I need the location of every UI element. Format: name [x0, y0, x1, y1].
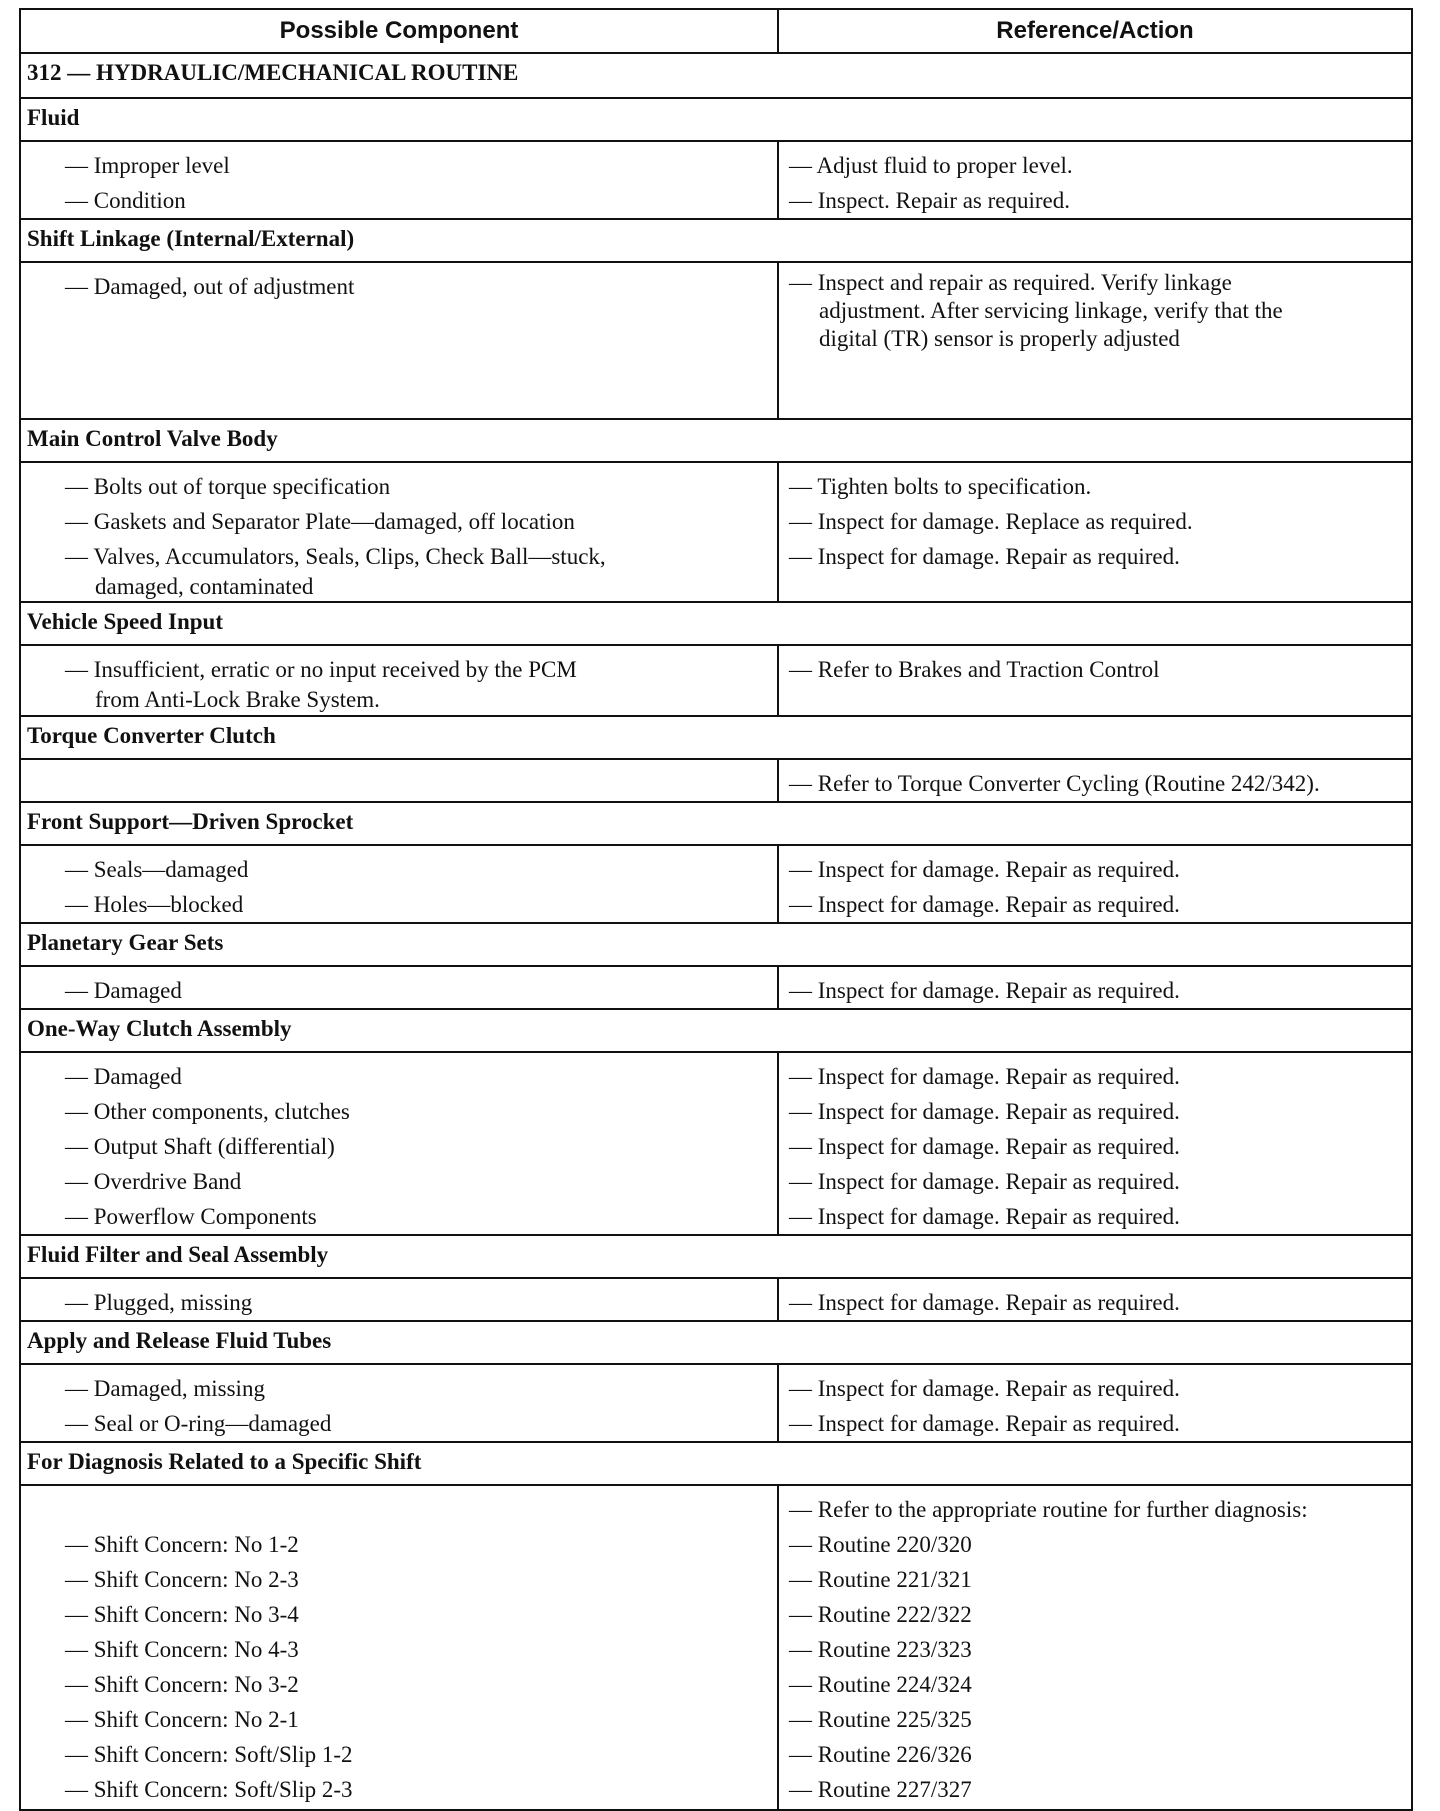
section-content-row [20, 1485, 1412, 1810]
action-item: — Inspect for damage. Repair as required. [789, 892, 1180, 917]
action-cell [778, 1052, 1412, 1235]
section-header-row [20, 716, 1412, 759]
action-cell [778, 759, 1412, 802]
component-item: — Shift Concern: No 3-4 [65, 1602, 299, 1627]
component-item: — Shift Concern: No 3-2 [65, 1672, 299, 1697]
component-cell [20, 462, 778, 602]
component-item: — Valves, Accumulators, Seals, Clips, Check Ball—stuck, [65, 544, 606, 569]
action-item: — Inspect for damage. Replace as required. [789, 509, 1193, 534]
section-title-main-control-valve-body: Main Control Valve Body [20, 419, 1412, 462]
action-item: digital (TR) sensor is properly adjusted [819, 326, 1180, 351]
action-item: — Routine 224/324 [789, 1672, 972, 1697]
action-item: — Routine 225/325 [789, 1707, 972, 1732]
section-header-row [20, 1235, 1412, 1278]
section-header-row [20, 1009, 1412, 1052]
component-item: — Gaskets and Separator Plate—damaged, off location [65, 509, 575, 534]
section-content-row [20, 1278, 1412, 1321]
component-cell [20, 1052, 778, 1235]
action-item: — Inspect for damage. Repair as required. [789, 1099, 1180, 1124]
routine-title: 312 — HYDRAULIC/MECHANICAL ROUTINE [20, 53, 1412, 98]
action-item: — Inspect for damage. Repair as required. [789, 1169, 1180, 1194]
component-item: damaged, contaminated [95, 574, 314, 599]
action-cell [778, 966, 1412, 1009]
action-item: — Inspect for damage. Repair as required. [789, 544, 1180, 569]
component-item: — Damaged, out of adjustment [65, 274, 355, 299]
action-item: — Inspect for damage. Repair as required. [789, 1064, 1180, 1089]
component-item: — Damaged [65, 1064, 182, 1089]
component-cell [20, 1278, 778, 1321]
action-item: — Inspect. Repair as required. [789, 188, 1071, 213]
action-item: — Inspect for damage. Repair as required. [789, 1204, 1180, 1229]
component-item: from Anti-Lock Brake System. [95, 687, 380, 712]
action-item: — Routine 223/323 [789, 1637, 972, 1662]
component-item: — Holes—blocked [65, 892, 244, 917]
diagnosis-table [19, 8, 1413, 1811]
section-content-row [20, 759, 1412, 802]
action-item: — Inspect for damage. Repair as required. [789, 1376, 1180, 1401]
section-title-planetary-gear-sets: Planetary Gear Sets [20, 923, 1412, 966]
component-cell [20, 141, 778, 219]
section-content-row [20, 462, 1412, 602]
action-item: — Routine 227/327 [789, 1777, 972, 1802]
action-item: — Routine 220/320 [789, 1532, 972, 1557]
component-item: — Shift Concern: No 2-3 [65, 1567, 299, 1592]
action-cell [778, 1278, 1412, 1321]
action-item: — Refer to the appropriate routine for further diagnosis: [789, 1497, 1308, 1522]
section-content-row [20, 966, 1412, 1009]
section-title-apply-and-release-fluid-tubes: Apply and Release Fluid Tubes [20, 1321, 1412, 1364]
action-item: — Refer to Torque Converter Cycling (Routine 242/342). [789, 771, 1320, 796]
section-title-vehicle-speed-input: Vehicle Speed Input [20, 602, 1412, 645]
component-item: — Bolts out of torque specification [65, 474, 391, 499]
section-header-row [20, 602, 1412, 645]
section-content-row [20, 845, 1412, 923]
section-header-row [20, 1442, 1412, 1485]
section-content-row [20, 262, 1412, 419]
component-cell [20, 966, 778, 1009]
section-content-row [20, 1052, 1412, 1235]
action-item: — Routine 221/321 [789, 1567, 972, 1592]
component-item [65, 1492, 777, 1527]
section-title-fluid: Fluid [20, 98, 1412, 141]
component-item: — Output Shaft (differential) [65, 1134, 335, 1159]
component-cell [20, 645, 778, 716]
component-item: — Shift Concern: Soft/Slip 1-2 [65, 1742, 353, 1767]
component-cell [20, 262, 778, 419]
section-content-row [20, 645, 1412, 716]
action-item: — Routine 222/322 [789, 1602, 972, 1627]
section-header-row [20, 923, 1412, 966]
section-header-row [20, 802, 1412, 845]
component-item: — Other components, clutches [65, 1099, 350, 1124]
section-title-one-way-clutch-assembly: One-Way Clutch Assembly [20, 1009, 1412, 1052]
section-title-torque-converter-clutch: Torque Converter Clutch [20, 716, 1412, 759]
action-item: adjustment. After servicing linkage, verify that the [819, 298, 1283, 323]
action-item: — Routine 226/326 [789, 1742, 972, 1767]
action-cell [778, 1485, 1412, 1810]
action-item: — Inspect for damage. Repair as required. [789, 1411, 1180, 1436]
action-item: — Inspect and repair as required. Verify linkage [789, 270, 1232, 295]
section-content-row [20, 1364, 1412, 1442]
action-item: — Refer to Brakes and Traction Control [789, 657, 1160, 682]
component-cell [20, 759, 778, 802]
component-item: — Damaged, missing [65, 1376, 265, 1401]
section-title-for-diagnosis-related-to-a-specific-shift: For Diagnosis Related to a Specific Shift [20, 1442, 1412, 1485]
component-item: — Shift Concern: Soft/Slip 2-3 [65, 1777, 353, 1802]
action-cell [778, 141, 1412, 219]
action-item: — Tighten bolts to specification. [789, 474, 1092, 499]
component-cell [20, 1364, 778, 1442]
routine-title-row [20, 53, 1412, 98]
action-item: — Inspect for damage. Repair as required. [789, 1290, 1180, 1315]
section-title-shift-linkage-internal-external: Shift Linkage (Internal/External) [20, 219, 1412, 262]
header-reference-action: Reference/Action [778, 9, 1412, 53]
component-item: — Powerflow Components [65, 1204, 317, 1229]
component-item: — Condition [65, 188, 186, 213]
section-title-fluid-filter-and-seal-assembly: Fluid Filter and Seal Assembly [20, 1235, 1412, 1278]
action-cell [778, 845, 1412, 923]
action-item: — Inspect for damage. Repair as required. [789, 1134, 1180, 1159]
component-item: — Improper level [65, 153, 230, 178]
component-item: — Shift Concern: No 4-3 [65, 1637, 299, 1662]
section-header-row [20, 219, 1412, 262]
component-cell [20, 845, 778, 923]
component-item: — Shift Concern: No 2-1 [65, 1707, 299, 1732]
section-content-row [20, 141, 1412, 219]
header-possible-component: Possible Component [20, 9, 778, 53]
section-title-front-support-driven-sprocket: Front Support—Driven Sprocket [20, 802, 1412, 845]
component-item: — Shift Concern: No 1-2 [65, 1532, 299, 1557]
action-cell [778, 262, 1412, 419]
component-item: — Damaged [65, 978, 182, 1003]
section-header-row [20, 1321, 1412, 1364]
action-cell [778, 462, 1412, 602]
section-header-row [20, 98, 1412, 141]
component-item: — Seal or O-ring—damaged [65, 1411, 332, 1436]
action-cell [778, 1364, 1412, 1442]
component-item: — Seals—damaged [65, 857, 249, 882]
component-item: — Overdrive Band [65, 1169, 242, 1194]
action-item: — Inspect for damage. Repair as required. [789, 857, 1180, 882]
component-cell [20, 1485, 778, 1810]
component-item: — Plugged, missing [65, 1290, 253, 1315]
action-item: — Inspect for damage. Repair as required. [789, 978, 1180, 1003]
action-cell [778, 645, 1412, 716]
action-item: — Adjust fluid to proper level. [789, 153, 1073, 178]
section-header-row [20, 419, 1412, 462]
component-item: — Insufficient, erratic or no input received by the PCM [65, 657, 577, 682]
header-row [20, 9, 1412, 53]
